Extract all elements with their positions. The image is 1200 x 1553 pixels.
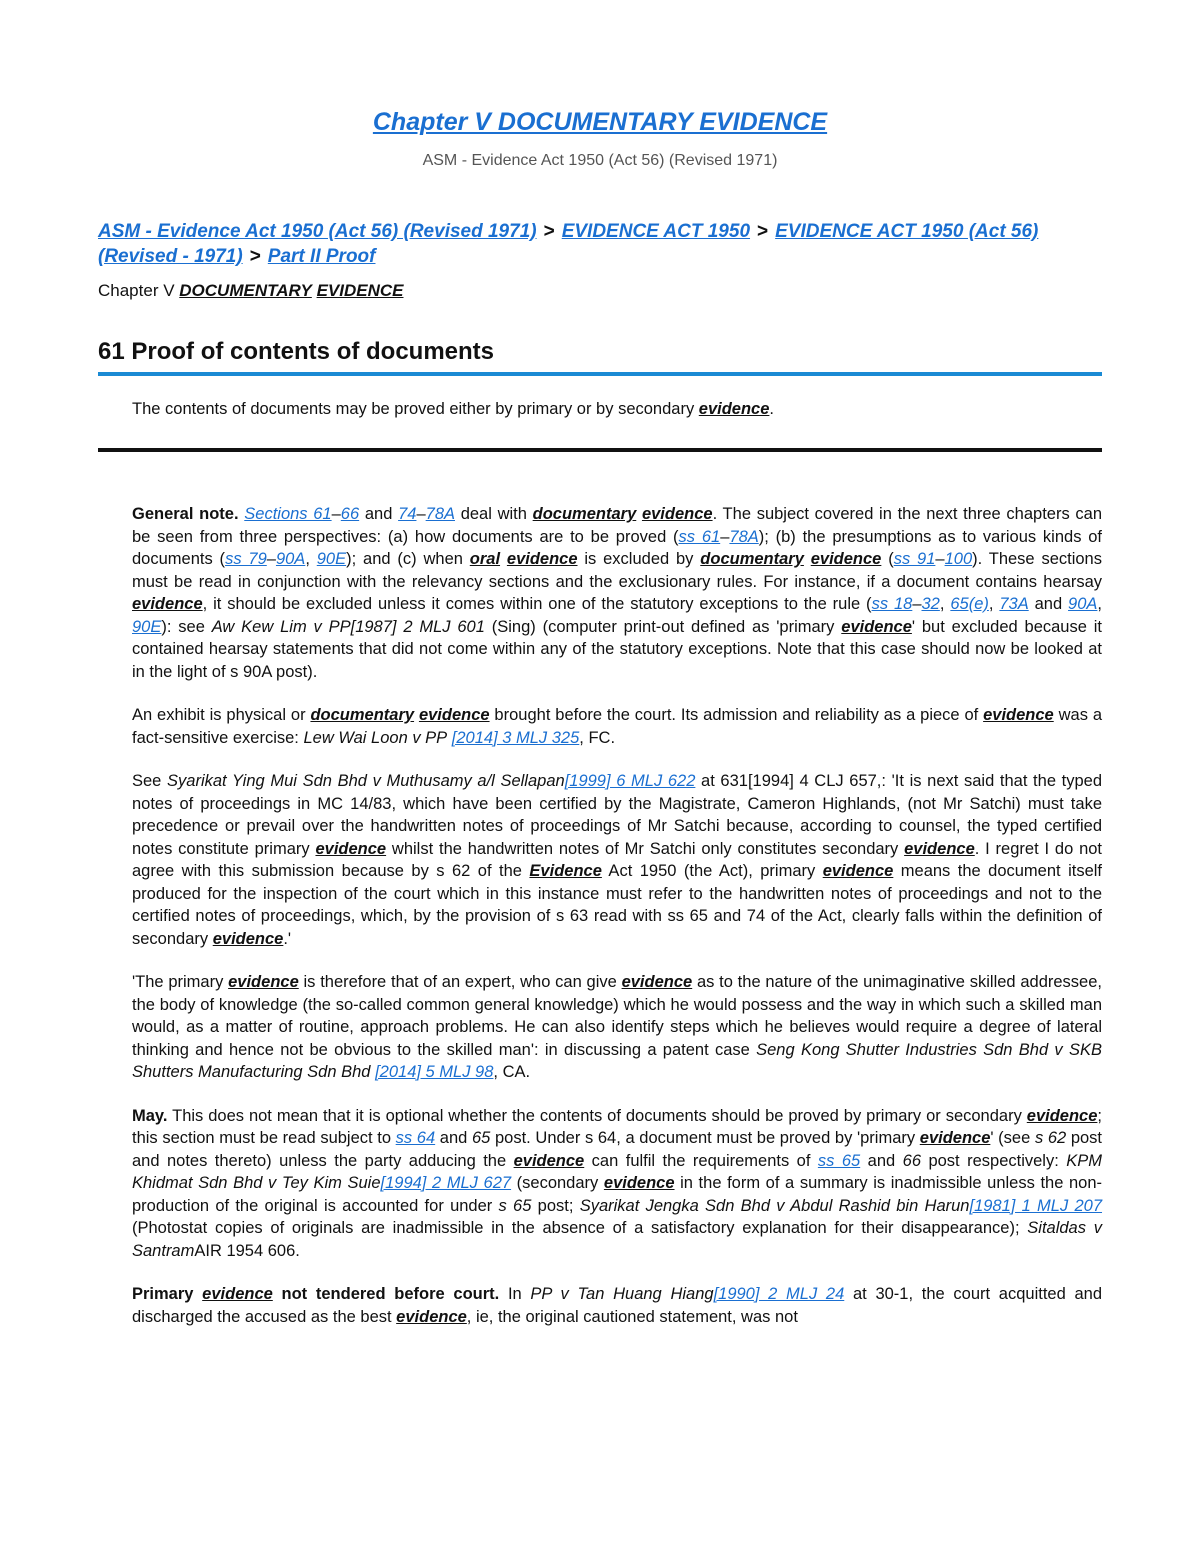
text: Primary	[132, 1285, 203, 1303]
paragraph-lead: May.	[132, 1106, 168, 1125]
link-78a[interactable]: 78A	[425, 505, 455, 523]
case-citation: Aw Kew Lim v PP[1987] 2 MLJ 601	[211, 617, 485, 636]
chapter-line-term: DOCUMENTARY	[179, 281, 312, 300]
term-evidence: evidence	[132, 595, 203, 613]
case-citation: Sitaldas v Santram	[132, 1219, 1102, 1260]
text: (Sing) (computer print-out defined as 'primary	[484, 617, 842, 636]
text: at 631[1994] 4 CLJ 657,: 'It is next said that the typed notes of proceedings in MC 14/83, which have been certified by the Magistrate, Cameron Highlands, (not Mr Satchi) must take precedence or prevail over the handwritten notes of proceedings of Mr Satchi because, according to counsel, the typed certified notes constitute primary	[132, 772, 1102, 858]
section-heading: 61 Proof of contents of documents	[98, 338, 495, 365]
text: post;	[531, 1196, 580, 1215]
section-ref: 66	[902, 1151, 921, 1170]
text: ): see	[161, 617, 212, 636]
breadcrumb-separator: >	[543, 221, 555, 242]
chapter-line-term: EVIDENCE	[316, 281, 404, 300]
chapter-line-prefix: Chapter V	[98, 281, 175, 300]
link-90e[interactable]: 90E	[132, 617, 162, 636]
text: See	[132, 772, 168, 790]
text: ); and (c) when	[346, 550, 470, 568]
term-documentary: documentary	[700, 550, 804, 568]
term-documentary: documentary	[310, 706, 415, 724]
text: AIR 1954 606.	[194, 1241, 300, 1260]
case-citation: KPM Khidmat Sdn Bhd v Tey Kim Suie	[132, 1151, 1103, 1192]
section-text-end: .	[769, 400, 774, 418]
text: , FC.	[579, 728, 616, 747]
term-evidence: evidence	[228, 973, 299, 991]
term-evidence: evidence	[841, 617, 912, 636]
text: and	[359, 505, 399, 523]
link-ss-79[interactable]: ss 79	[225, 550, 267, 568]
text: ; this section must be read subject to	[132, 1106, 1102, 1147]
paragraph-exhibit	[132, 704, 1102, 749]
link-ss-18[interactable]: ss 18	[871, 595, 913, 613]
text: is therefore that of an expert, who can give	[298, 973, 622, 991]
case-citation: Syarikat Ying Mui Sdn Bhd v Muthusamy a/l Sellapan	[167, 772, 565, 790]
link-90a[interactable]: 90A	[275, 550, 306, 568]
term-oral: oral	[469, 550, 501, 568]
term-evidence: evidence	[904, 839, 975, 858]
text: ). These sections must be read in conjunction with the relevancy sections and the exclusionary rules. For instance, if a document contains hearsay	[132, 550, 1102, 591]
text: at 30-1, the court acquitted and discharged the accused as the best	[132, 1285, 1103, 1326]
link-73a[interactable]: 73A	[999, 595, 1029, 613]
case-citation: Seng Kong Shutter Industries Sdn Bhd v SKB Shutters Manufacturing Sdn Bhd	[132, 1040, 1102, 1081]
text: 'The primary	[132, 973, 229, 991]
term-evidence: evidence	[513, 1151, 585, 1170]
breadcrumb-separator: >	[249, 246, 261, 267]
link-ss-91[interactable]: ss 91	[893, 550, 936, 568]
link-1981-1-mlj-207[interactable]: [1981] 1 MLJ 207	[969, 1196, 1103, 1215]
text: and	[860, 1151, 903, 1170]
text: means the document itself produced for the inspection of the court which in this instance must refer to the handwritten notes of proceedings and not to the certified notes of proceedings, which, by the provision of s 63 read with ss 65 and 74 of the Act, clearly falls within the definition of secondary	[132, 862, 1102, 948]
text: ); (b) the presumptions as to various kinds of documents (	[132, 527, 1102, 568]
case-citation: Lew Wai Loon v PP	[303, 728, 448, 747]
text: ' but excluded because it contained hearsay statements that did not come within any of the statutory exceptions. Note that this case should now be looked at in the light of s 90A post).	[132, 617, 1102, 681]
text: An exhibit is physical or	[132, 706, 311, 724]
text: , it should be excluded unless it comes within one of the statutory exceptions to the rule (	[202, 595, 872, 613]
text: Act 1950 (the Act), primary	[601, 862, 823, 880]
link-2014-5-mlj-98[interactable]: [2014] 5 MLJ 98	[375, 1063, 494, 1081]
text: In	[499, 1285, 531, 1303]
text: post and notes thereto) unless the party adducing the	[132, 1129, 1103, 1170]
link-66[interactable]: 66	[340, 505, 360, 523]
link-90a[interactable]: 90A	[1068, 595, 1098, 613]
section-text	[132, 400, 774, 419]
text: (secondary	[511, 1174, 604, 1192]
text: was a fact-sensitive exercise:	[132, 706, 1103, 747]
text: post respectively:	[921, 1151, 1067, 1170]
link-1990-2-mlj-24[interactable]: [1990] 2 MLJ 24	[713, 1285, 845, 1303]
term-evidence: evidence	[396, 1307, 467, 1326]
source-subtitle: ASM - Evidence Act 1950 (Act 56) (Revised 1971)	[422, 152, 778, 169]
text: whilst the handwritten notes of Mr Satchi only constitutes secondary	[386, 839, 905, 858]
text: is excluded by	[577, 550, 701, 568]
chapter-title[interactable]: Chapter V DOCUMENTARY EVIDENCE	[372, 108, 828, 136]
paragraph-primary-evidence	[132, 1283, 1102, 1328]
chapter-line	[98, 281, 403, 301]
link-2014-3-mlj-325[interactable]: [2014] 3 MLJ 325	[451, 728, 580, 747]
term-evidence: evidence	[810, 550, 882, 568]
term-evidence: evidence	[641, 505, 713, 523]
link-ss-65[interactable]: ss 65	[817, 1151, 861, 1170]
term-evidence: evidence	[603, 1174, 675, 1192]
section-text-body: The contents of documents may be proved either by primary or by secondary	[132, 400, 699, 418]
text: . The subject covered in the next three chapters can be seen from three perspectives: (a) how documents are to be proved (	[132, 505, 1103, 546]
text: , CA.	[493, 1063, 531, 1081]
text: This does not mean that it is optional whether the contents of documents should be proved by primary or secondary	[167, 1106, 1027, 1125]
paragraph-lead	[132, 1285, 499, 1303]
text: not tendered before court.	[272, 1285, 500, 1303]
section-divider	[98, 448, 1102, 452]
breadcrumb-separator: >	[757, 221, 769, 242]
annotation-body	[132, 503, 1102, 1349]
link-ss-61[interactable]: ss 61	[678, 527, 721, 546]
term-evidence: evidence	[698, 400, 770, 418]
paragraph-lead: General note.	[132, 505, 239, 523]
link-100[interactable]: 100	[944, 550, 973, 568]
link-74[interactable]: 74	[398, 505, 417, 523]
link-32[interactable]: 32	[921, 595, 940, 613]
breadcrumb-item-evidence-act[interactable]: EVIDENCE ACT 1950	[561, 221, 751, 242]
text: and	[1028, 595, 1069, 613]
term-evidence: evidence	[983, 706, 1054, 724]
term-evidence: Evidence	[529, 862, 602, 880]
text: in the form of a summary is inadmissible unless the non-production of the original is accounted for under	[132, 1174, 1102, 1215]
link-ss-64[interactable]: ss 64	[395, 1129, 436, 1147]
text: (Photostat copies of originals are inadmissible in the absence of a satisfactory explanation for their disappearance);	[132, 1219, 1028, 1237]
text: brought before the court. Its admission and reliability as a piece of	[489, 706, 984, 724]
breadcrumb-item-evidence-act-revised[interactable]: EVIDENCE ACT 1950 (Act 56) (Revised - 1971)	[98, 221, 1039, 267]
term-evidence: evidence	[621, 973, 693, 991]
paragraph-may	[132, 1105, 1102, 1263]
text: deal with	[455, 505, 533, 523]
link-1999-6-mlj-622[interactable]: [1999] 6 MLJ 622	[564, 772, 696, 790]
term-evidence: evidence	[212, 929, 284, 948]
text: , ie, the original cautioned statement, was not	[466, 1307, 798, 1326]
link-1994-2-mlj-627[interactable]: [1994] 2 MLJ 627	[380, 1174, 512, 1192]
term-evidence: evidence	[919, 1129, 991, 1147]
heading-divider	[98, 372, 1102, 376]
text: post. Under s 64, a document must be proved by 'primary	[490, 1129, 920, 1147]
term-documentary: documentary	[532, 505, 637, 523]
term-evidence: evidence	[418, 706, 490, 724]
paragraph-general-note: General note. Sections 61–66 and 74–78A deal with documentary evidence. The subject covered in the next three chapters can be seen from three perspectives: (a) how documents are to be proved (ss 61–78A); (b) the presumptions as to various kinds of documents (ss 79–90A, 90E); and (c) when oral evidence is excluded by documentary evidence (ss 91–100). These sections must be read in conjunction with the relevancy sections and the exclusionary rules. For instance, if a document contains hearsay evidence, it should be excluded unless it comes within one of the statutory exceptions to the rule (ss 18–32, 65(e), 73A and 90A, 90E): see Aw Kew Lim v PP[1987] 2 MLJ 601 (Sing) (computer print-out defined as 'primary evidence' but excluded because it contained hearsay statements that did not come within any of the statutory exceptions. Note that this case should now be looked at in the light of s 90A post).	[132, 505, 1103, 681]
term-evidence: evidence	[202, 1285, 273, 1303]
term-evidence: evidence	[506, 550, 578, 568]
text: . I regret I do not agree with this submission because by s 62 of the	[132, 839, 1103, 880]
link-sections-61[interactable]: Sections 61	[244, 505, 332, 523]
section-ref: s 65	[498, 1196, 532, 1215]
term-evidence: evidence	[822, 862, 894, 880]
section-ref: 65	[471, 1129, 491, 1147]
case-citation: PP v Tan Huang Hiang	[530, 1285, 714, 1303]
link-65e[interactable]: 65(e)	[950, 595, 989, 613]
text: and	[435, 1129, 472, 1147]
term-evidence: evidence	[1026, 1106, 1098, 1125]
text: ' (see	[990, 1129, 1035, 1147]
breadcrumb-item-part-ii[interactable]: Part II Proof	[267, 246, 376, 267]
paragraph-expert	[132, 971, 1102, 1084]
text: (	[881, 550, 894, 568]
link-90e[interactable]: 90E	[316, 550, 347, 568]
case-citation: Syarikat Jengka Sdn Bhd v Abdul Rashid bin Harun	[579, 1196, 970, 1215]
text: .'	[283, 929, 292, 948]
link-78a[interactable]: 78A	[729, 527, 759, 546]
term-evidence: evidence	[315, 839, 387, 858]
text: as to the nature of the unimaginative skilled addressee, the body of knowledge (the so-called common general knowledge) which he would possess and the way in which such a skilled man would, as a matter of routine, approach problems. He can also identify steps which he believes would require a degree of lateral thinking and hence not be obvious to the skilled man': in discussing a patent case	[132, 973, 1102, 1059]
paragraph-syarikat-ying-mui	[132, 770, 1102, 950]
breadcrumb	[98, 219, 1078, 269]
section-ref: s 62	[1034, 1129, 1067, 1147]
breadcrumb-item-asm[interactable]: ASM - Evidence Act 1950 (Act 56) (Revised 1971)	[98, 221, 537, 242]
text: can fulfil the requirements of	[584, 1151, 818, 1170]
